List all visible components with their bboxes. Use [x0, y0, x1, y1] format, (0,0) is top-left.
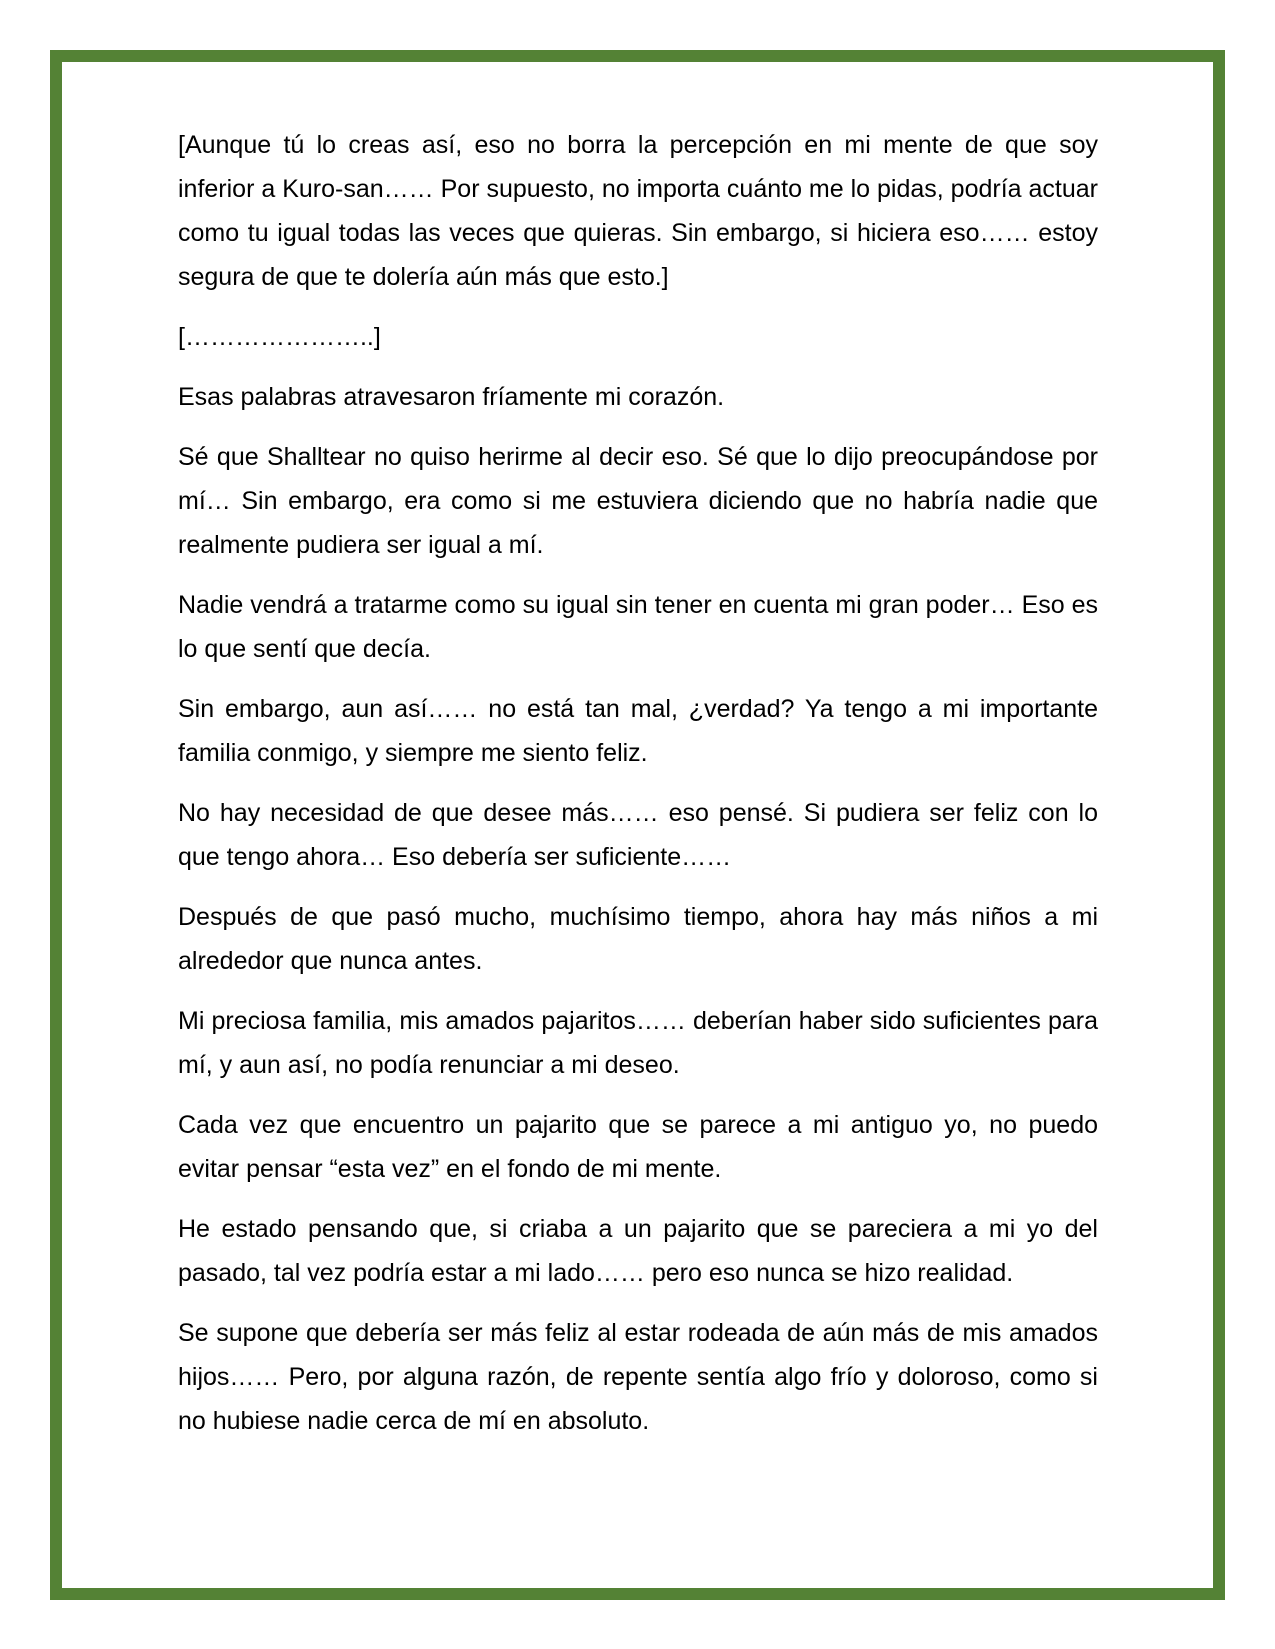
paragraph: Sé que Shalltear no quiso herirme al decir eso. Sé que lo dijo preocupándose por mí… Sin embargo, era como si me estuviera diciendo que no habría nadie que realmente pudiera ser igual a mí.	[178, 443, 1098, 559]
document-body	[178, 123, 1098, 1459]
paragraph: Cada vez que encuentro un pajarito que se parece a mi antiguo yo, no puedo evitar pensar “esta vez” en el fondo de mi mente.	[178, 1111, 1098, 1183]
paragraph: [Aunque tú lo creas así, eso no borra la percepción en mi mente de que soy inferior a Kuro-san…… Por supuesto, no importa cuánto me lo pidas, podría actuar como tu igual todas las veces que quieras. Sin embargo, si hiciera eso…… estoy segura de que te dolería aún más que esto.]	[178, 131, 1098, 291]
paragraph: Nadie vendrá a tratarme como su igual sin tener en cuenta mi gran poder… Eso es lo que sentí que decía.	[178, 591, 1098, 663]
paragraph: Sin embargo, aun así…… no está tan mal, ¿verdad? Ya tengo a mi importante familia conmigo, y siempre me siento feliz.	[178, 695, 1098, 767]
paragraph: No hay necesidad de que desee más…… eso pensé. Si pudiera ser feliz con lo que tengo ahora… Eso debería ser suficiente……	[178, 799, 1098, 871]
paragraph: Mi preciosa familia, mis amados pajaritos…… deberían haber sido suficientes para mí, y aun así, no podía renunciar a mi deseo.	[178, 1007, 1098, 1079]
paragraph: Después de que pasó mucho, muchísimo tiempo, ahora hay más niños a mi alrededor que nunca antes.	[178, 903, 1098, 975]
paragraph: Esas palabras atravesaron fríamente mi corazón.	[178, 383, 725, 411]
paragraph: He estado pensando que, si criaba a un pajarito que se pareciera a mi yo del pasado, tal vez podría estar a mi lado…… pero eso nunca se hizo realidad.	[178, 1215, 1098, 1287]
paragraph: Se supone que debería ser más feliz al estar rodeada de aún más de mis amados hijos…… Pero, por alguna razón, de repente sentía algo frío y doloroso, como si no hubiese nadie cerca de mí en absoluto.	[178, 1319, 1098, 1435]
paragraph: […………………..]	[178, 323, 381, 351]
